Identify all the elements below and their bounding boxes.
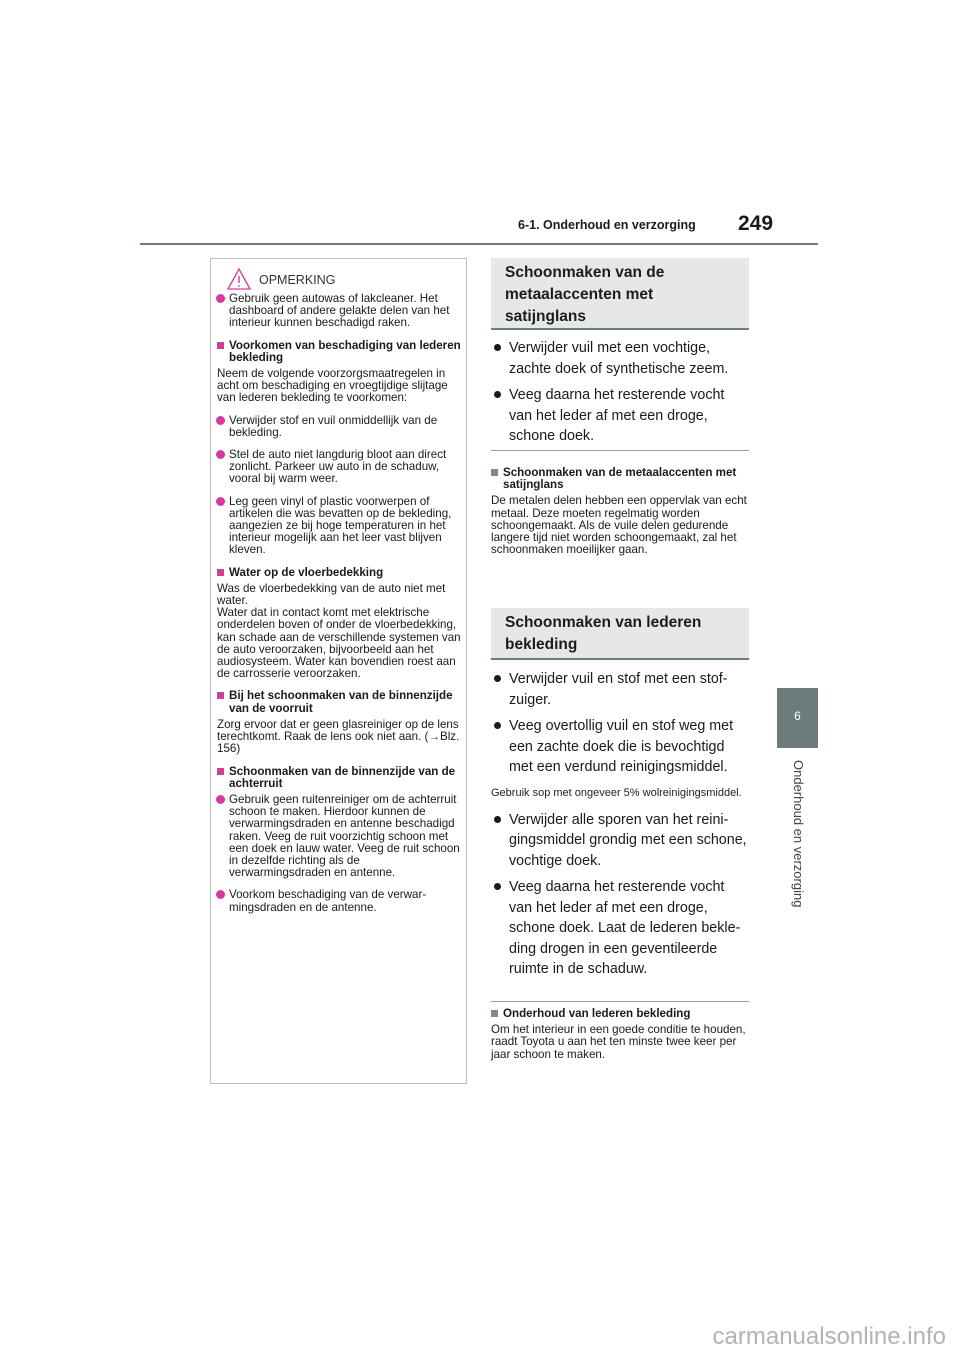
note-bullet: Leg geen vinyl of plastic voorwerpen of artikelen die was bevatten op de bekleding, aangezien ze bij hoge temperaturen in het interieur mogelijk aan het leer vast blijven kleven. (217, 496, 461, 557)
chapter-label: Onderhoud en verzorging (791, 760, 806, 908)
bullet-item: Verwijder alle sporen van het reinigingsmiddel grondig met een schone, vochtige doek. (491, 810, 751, 872)
page-number: 249 (738, 212, 774, 235)
note-subheading: Water op de vloerbedekking (217, 567, 461, 579)
section-heading-leather: Schoonmaken van lederen bekleding (491, 608, 749, 660)
note-bullet: Stel de auto niet langdurig bloot aan direct zonlicht. Parkeer uw auto in de schaduw, vooral bij warm weer. (217, 449, 461, 486)
note-paragraph: Was de vloerbedekking van de auto niet met water. (217, 581, 446, 608)
note-body (217, 293, 461, 924)
note-subheading: Bij het schoonmaken van de binnenzijde van de voorruit (217, 690, 461, 714)
note-paragraph: Zorg ervoor dat er geen glasreiniger op de lens terechtkomt. Raak de lens ook niet aan. (→Blz. 156) (217, 717, 460, 756)
note-paragraph: Neem de volgende voorzorgsmaatregelen in acht om beschadiging en vroegtijdige slijtage van lederen bekleding te voorkomen: (217, 367, 448, 405)
bullet-item: Veeg overtollig vuil en stof weg met een zachte doek die is bevochtigd met een verdund reinigingsmiddel. (491, 716, 751, 778)
divider (491, 450, 749, 451)
section-header: 6-1. Onderhoud en verzorging (518, 218, 696, 232)
note-bullet: Gebruik geen ruitenreiniger om de achterruit schoon te maken. Hierdoor kunnen de verwarmingsdraden en antenne beschadigd raken. Veeg de ruit voorzichtig schoon met een doek en lauw water. Veeg de ruit schoon in dezelfde richting als de verwarmingsdraden en antenne. (217, 794, 461, 879)
note-box (210, 258, 467, 1084)
bullet-item: Verwijder vuil met een vochtige, zachte doek of synthetische zeem. (491, 338, 751, 379)
divider (491, 1001, 749, 1002)
section-heading-metal: Schoonmaken van de metaalaccenten met satijnglans (491, 258, 749, 330)
note-subheading: Schoonmaken van de binnenzijde van de achterruit (217, 766, 461, 790)
metal-info (491, 467, 749, 556)
note-subheading: Voorkomen van beschadiging van lederen bekleding (217, 340, 461, 364)
metal-bullets (491, 338, 751, 453)
subsection-title: Schoonmaken van de metaalaccenten met satijnglans (491, 467, 749, 491)
header-divider (140, 243, 818, 245)
note-bullet: Verwijder stof en vuil onmiddellijk van de bekleding. (217, 415, 461, 439)
bullet-item: Veeg daarna het resterende vocht van het leder af met een droge, schone doek. Laat de lederen bekleding drogen in een geventileerde ruimte in de schaduw. (491, 877, 751, 980)
note-bullet: Gebruik geen autowas of lakcleaner. Het dashboard of andere gelakte delen van het interieur kunnen beschadigd raken. (217, 293, 461, 330)
chapter-number: 6 (794, 709, 801, 723)
watermark: carmanualsonline.info (712, 1323, 946, 1350)
bullet-item: Veeg daarna het resterende vocht van het leder af met een droge, schone doek. (491, 385, 751, 447)
leather-info (491, 1008, 749, 1061)
note-title: OPMERKING (259, 273, 336, 287)
warning-icon (226, 267, 252, 291)
subsection-text: De metalen delen hebben een oppervlak van echt metaal. Deze moeten regelmatig worden schoongemaakt. Als de vuile delen gedurende langere tijd niet worden schoongemaakt, zal het schoonmaken moeilijker gaan. (491, 494, 747, 557)
note-paragraph: Water dat in contact komt met elektrische onderdelen boven of onder de vloerbedekking, kan schade aan de verschillende systemen van de auto veroorzaken, bijvoorbeeld aan het audiosysteem. Water kan bovendien roest aan de carrosserie veroorzaken. (217, 606, 461, 681)
subsection-text: Om het interieur in een goede conditie te houden, raadt Toyota u aan het ten minste twee keer per jaar schoon te maken. (491, 1023, 746, 1061)
note-bullet: Voorkom beschadiging van de verwarmingsdraden en de antenne. (217, 889, 461, 913)
bullet-item: Verwijder vuil en stof met een stofzuiger. (491, 669, 751, 710)
leather-bullets (491, 669, 751, 986)
small-note: Gebruik sop met ongeveer 5% wolreinigingsmiddel. (491, 786, 742, 799)
subsection-title: Onderhoud van lederen bekleding (491, 1008, 749, 1020)
